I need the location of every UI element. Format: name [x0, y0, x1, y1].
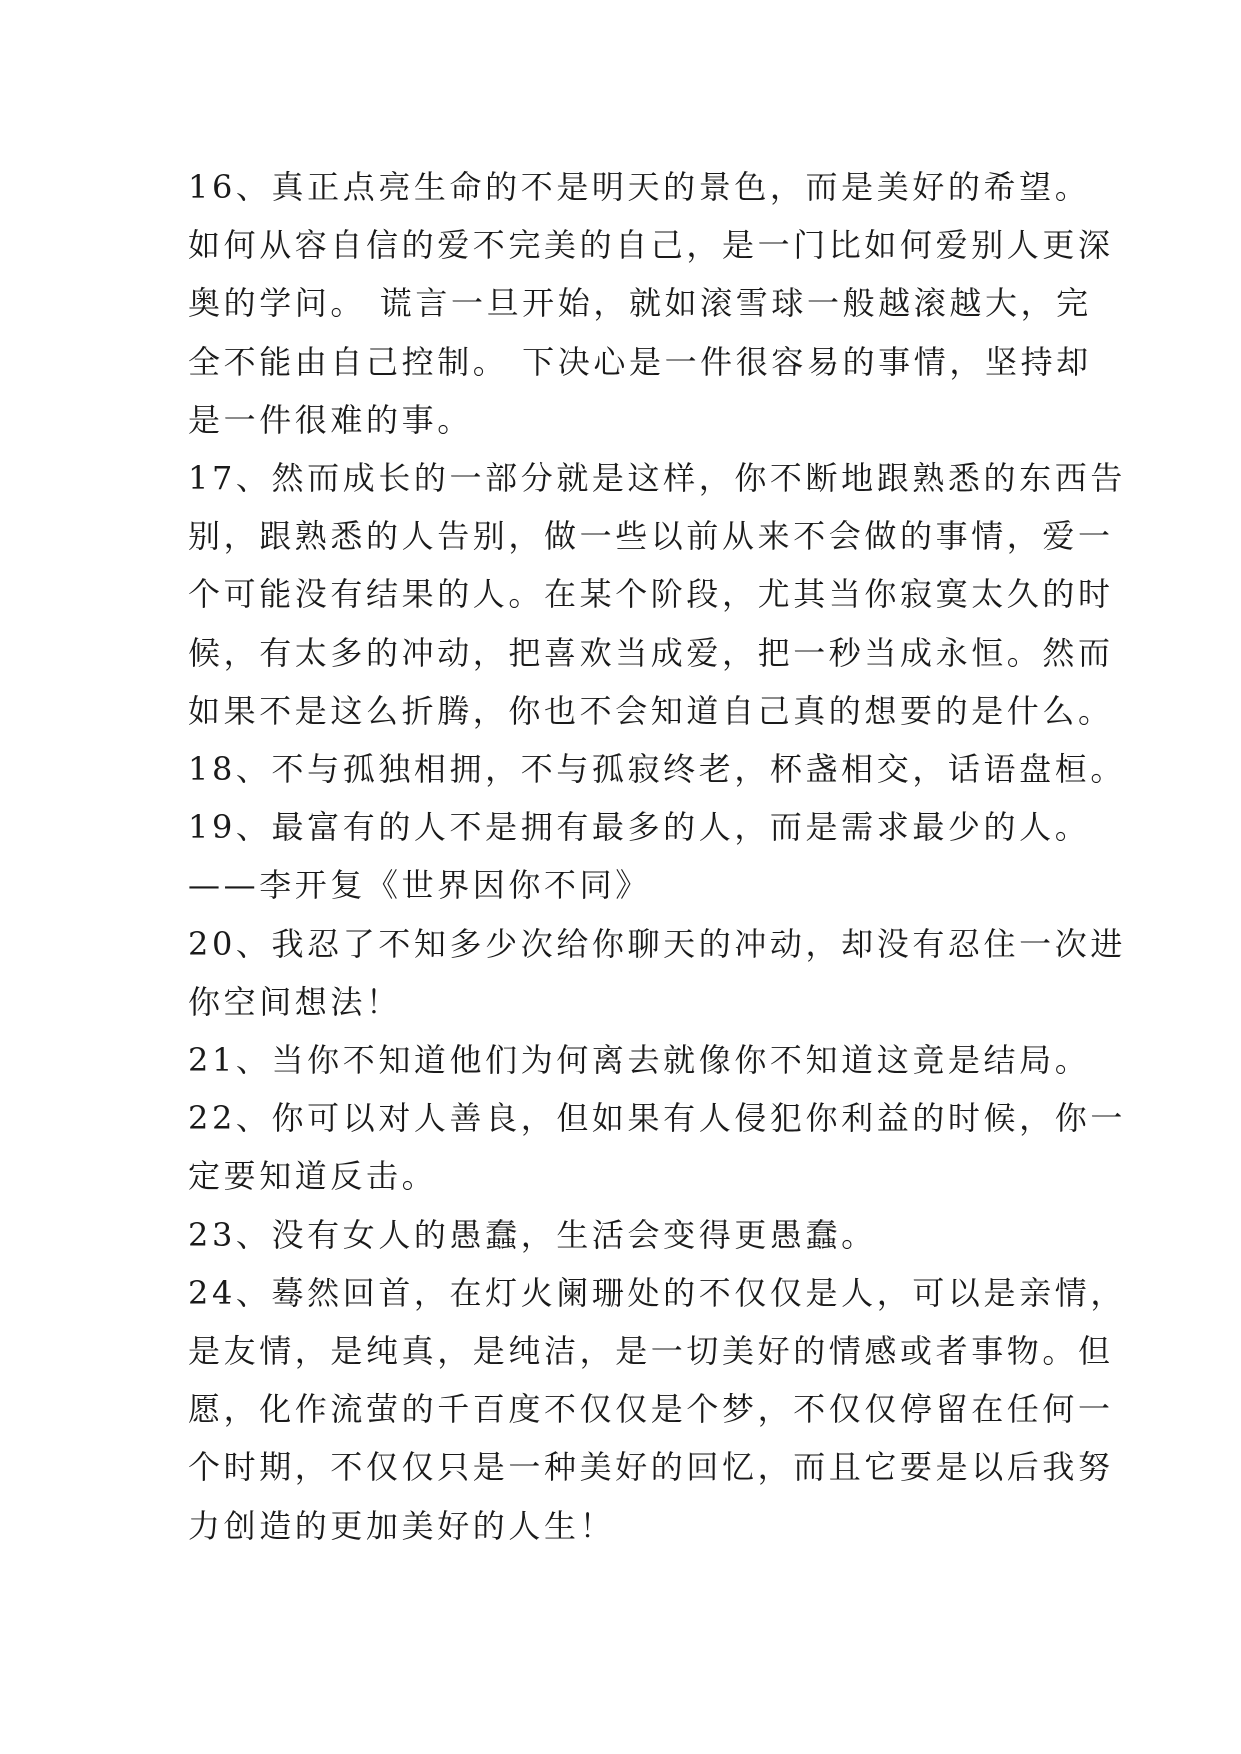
entry-24: [188, 1264, 1126, 1555]
text-line: 24、蓦然回首，在灯火阑珊处的不仅仅是人，可以是亲情，: [188, 1273, 1126, 1312]
entry-19: [188, 798, 1091, 914]
quote-attribution: ——李开复《世界因你不同》: [188, 866, 651, 905]
entry-23: [188, 1206, 1068, 1264]
text-line: 如果不是这么折腾，你也不会知道自己真的想要的是什么。: [188, 691, 1114, 730]
text-line: 如何从容自信的爱不完美的自己，是一门比如何爱别人更深: [188, 226, 1114, 265]
text-line: 17、然而成长的一部分就是这样，你不断地跟熟悉的东西告: [188, 459, 1126, 498]
text-line: 候，有太多的冲动，把喜欢当成爱，把一秒当成永恒。然而: [188, 633, 1114, 672]
text-line: 定要知道反击。: [188, 1157, 438, 1196]
text-line: 奥的学问。 谎言一旦开始，就如滚雪球一般越滚越大，完: [188, 284, 1092, 323]
text-line: 是一件很难的事。: [188, 400, 473, 439]
text-line: 22、你可以对人善良，但如果有人侵犯你利益的时候，你一: [188, 1099, 1126, 1138]
text-line: 20、我忍了不知多少次给你聊天的冲动，却没有忍住一次进: [188, 924, 1126, 963]
text-line: 23、没有女人的愚蠢，生活会变得更愚蠢。: [188, 1215, 877, 1254]
text-line: 力创造的更加美好的人生！: [188, 1506, 616, 1545]
text-line: 全不能由自己控制。 下决心是一件很容易的事情，坚持却: [188, 342, 1092, 381]
entry-20: [188, 915, 1126, 1031]
text-line: 18、不与孤独相拥，不与孤寂终老，杯盏相交，话语盘桓。: [188, 750, 1126, 789]
entry-17: [188, 449, 1126, 740]
text-line: 19、最富有的人不是拥有最多的人，而是需求最少的人。: [188, 808, 1091, 847]
text-line: 16、真正点亮生命的不是明天的景色，而是美好的希望。: [188, 168, 1091, 206]
entry-18: [188, 740, 1126, 798]
text-line: 个时期，不仅仅只是一种美好的回忆，而且它要是以后我努: [188, 1448, 1114, 1487]
entry-16: [188, 158, 1114, 449]
text-line: 别，跟熟悉的人告别，做一些以前从来不会做的事情，爱一: [188, 517, 1114, 556]
entry-22: [188, 1089, 1126, 1205]
text-line: 愿，化作流萤的千百度不仅仅是个梦，不仅仅停留在任何一: [188, 1390, 1114, 1429]
entry-21: [188, 1031, 1091, 1089]
text-line: 是友情，是纯真，是纯洁，是一切美好的情感或者事物。但: [188, 1332, 1114, 1371]
document-body: [188, 158, 1126, 1555]
text-line: 你空间想法！: [188, 982, 402, 1021]
text-line: 个可能没有结果的人。在某个阶段，尤其当你寂寞太久的时: [188, 575, 1114, 614]
text-line: 21、当你不知道他们为何离去就像你不知道这竟是结局。: [188, 1041, 1091, 1080]
